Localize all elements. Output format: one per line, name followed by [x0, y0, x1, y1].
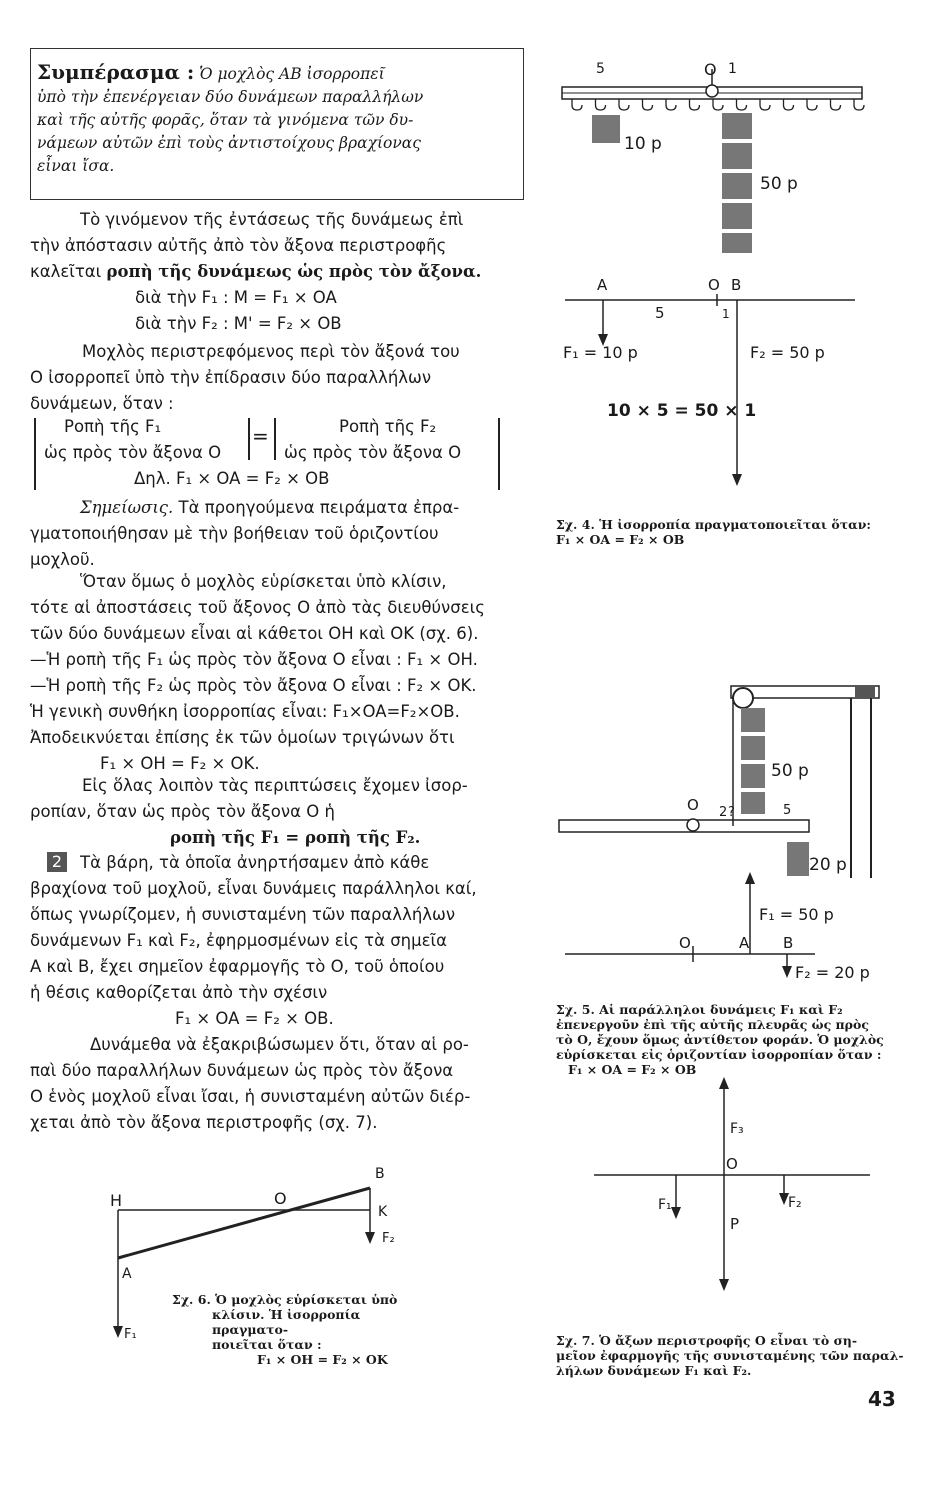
text-line: τότε αἱ ἀποστάσεις τοῦ ἄξονος Ο ἀπὸ τὰς διευθύνσεις: [30, 598, 485, 617]
page-number: 43: [868, 1387, 896, 1411]
figure-4-apparatus: [558, 55, 878, 255]
hook: [572, 99, 582, 110]
text-line: Ὅταν ὅμως ὁ μοχλὸς εὑρίσκεται ὑπὸ κλίσιν,: [80, 572, 447, 591]
hook: [807, 99, 817, 110]
caption-line: μεῖον ἐφαρμογῆς τῆς συνισταμένης τῶν παραλ-: [556, 1348, 904, 1363]
label-10p: 10 p: [624, 134, 662, 154]
weight-block: [722, 203, 752, 229]
force-f1-arrow: [113, 1326, 123, 1338]
moment-equality-bold: ροπὴ τῆς F₁ = ροπὴ τῆς F₂.: [170, 828, 421, 847]
moment-left-2: ὡς πρὸς τὸν ἄξονα Ο: [44, 443, 222, 462]
label-50p: 50 p: [760, 174, 798, 194]
product-equation: 10 × 5 = 50 × 1: [607, 401, 757, 421]
moment-equality: [34, 414, 504, 492]
caption-line: Σχ. 7. Ὁ ἄξων περιστροφῆς Ο εἶναι τὸ ση-: [556, 1333, 858, 1348]
conclusion-line: καὶ τῆς αὐτῆς φορᾶς, ὅταν τὰ γινόμενα τῶν δυ-: [37, 111, 414, 129]
weight-block: [741, 736, 765, 760]
force-f2-arrow: [782, 966, 792, 978]
conclusion-title: Συμπέρασμα :: [37, 60, 195, 84]
label-f2: F₂ = 50 p: [750, 343, 825, 362]
text-line: —Ἡ ροπὴ τῆς F₂ ὡς πρὸς τὸν ἄξονα Ο εἶναι : F₂ × OK.: [30, 676, 477, 695]
label-f1: F₁: [658, 1197, 672, 1213]
caption-line: F₁ × OH = F₂ × OK: [257, 1352, 388, 1367]
label-5: 5: [655, 304, 665, 322]
text-line: μοχλοῦ.: [30, 550, 95, 569]
caption-line: λήλων δυνάμεων F₁ καὶ F₂.: [556, 1363, 752, 1378]
label-f2: F₂: [382, 1231, 395, 1246]
force-f1-arrow: [745, 872, 755, 884]
moment-right-2: ὡς πρὸς τὸν ἄξονα Ο: [284, 443, 462, 462]
conclusion-line: νάμεων αὐτῶν ἐπὶ τοὺς ἀντιστοίχους βραχίονας: [37, 134, 421, 152]
text-line: ἡ θέσις καθορίζεται ἀπὸ τὴν σχέσιν: [30, 983, 328, 1002]
moment-left-1: Ροπὴ τῆς F₁: [64, 417, 162, 436]
weight-10p: [592, 115, 620, 143]
text-line: καλεῖται: [30, 262, 102, 281]
moment-line-3: Δηλ. F₁ × OA = F₂ × OB: [134, 469, 330, 488]
text-line: βραχίονα τοῦ μοχλοῦ, εἶναι δυνάμεις παράλληλοι καί,: [30, 879, 477, 898]
weight-block: [722, 233, 752, 253]
label-p: P: [730, 1215, 740, 1233]
figure-4-diagram: [555, 270, 885, 495]
caption-line: F₁ × OA = F₂ × OB: [556, 532, 685, 547]
caption-line: εὑρίσκεται εἰς ὁριζοντίαν ἰσορροπίαν ὅταν :: [556, 1047, 882, 1062]
equation-line: διὰ τὴν F₁ : M = F₁ × OA: [135, 288, 337, 307]
lever-bar: [559, 820, 809, 832]
text-line: Α καὶ Β, ἔχει σημεῖον ἐφαρμογῆς τὸ Ο, τοῦ ὁποίου: [30, 957, 445, 976]
text-line: ὅπως γνωρίζομεν, ἡ συνισταμένη τῶν παραλλήλων: [30, 905, 456, 924]
label-o2: O: [679, 934, 691, 952]
label-20p: 20 p: [809, 855, 847, 875]
label-f1: F₁ = 10 p: [563, 343, 638, 362]
label-a: A: [122, 1266, 132, 1282]
label-f1: F₁: [124, 1327, 137, 1342]
conclusion-line: εἶναι ἴσα.: [37, 157, 115, 175]
text-line: Ἡ γενικὴ συνθήκη ἰσορροπίας εἶναι: F₁×OA=F₂×OB.: [30, 702, 460, 721]
label-50p: 50 p: [771, 761, 809, 781]
text-line: Εἰς ὅλας λοιπὸν τὰς περιπτώσεις ἔχομεν ἰσορ-: [82, 776, 468, 795]
label-a: A: [739, 934, 750, 952]
hooks: [572, 99, 864, 110]
hook: [690, 99, 700, 110]
weight-block: [722, 173, 752, 199]
hook: [619, 99, 629, 110]
label-f3: F₃: [730, 1121, 744, 1137]
caption-line: F₁ × OA = F₂ × OB: [568, 1062, 697, 1077]
caption-line: τὸ Ο, ἔχουν ὅμως ἀντίθετον φοράν. Ὁ μοχλὸς: [556, 1032, 884, 1047]
weight-block: [722, 143, 752, 169]
text-line: χεται ἀπὸ τὸν ἄξονα περιστροφῆς (σχ. 7).: [30, 1113, 378, 1132]
hook: [643, 99, 653, 110]
text-line: Τὰ βάρη, τὰ ὁποῖα ἀνηρτήσαμεν ἀπὸ κάθε: [80, 853, 430, 872]
moment-right-1: Ροπὴ τῆς F₂: [339, 417, 437, 436]
force-f3-arrow: [719, 1077, 729, 1089]
label-o: O: [274, 1189, 287, 1208]
text-line: τῶν δύο δυνάμεων εἶναι αἱ κάθετοι ΟΗ καὶ ΟΚ (σχ. 6).: [30, 624, 479, 643]
pulley: [733, 688, 753, 708]
label-f2: F₂: [788, 1195, 802, 1211]
text-line: Τὸ γινόμενον τῆς ἐντάσεως τῆς δυνάμεως ἐπὶ: [80, 210, 464, 229]
pivot: [706, 85, 718, 97]
hook: [784, 99, 794, 110]
label-a: A: [597, 276, 608, 294]
text-line: F₁ × OH = F₂ × OK.: [100, 754, 260, 773]
label-1: 1: [722, 307, 730, 321]
label-f1: F₁ = 50 p: [759, 905, 834, 924]
hook: [713, 99, 723, 110]
caption-line: Σχ. 5. Αἱ παράλληλοι δυνάμεις F₁ καὶ F₂: [556, 1002, 843, 1017]
label-5: 5: [783, 803, 792, 818]
paragraph-inclined-lever: [30, 569, 525, 777]
text-line: Μοχλὸς περιστρεφόμενος περὶ τὸν ἄξονά του: [82, 342, 460, 361]
text-line: Ο ἑνὸς μοχλοῦ εἶναι ἴσαι, ἡ συνισταμένη αὐτῶν διέρ-: [30, 1087, 471, 1106]
caption-line: Σχ. 6. Ὁ μοχλὸς εὑρίσκεται ὑπὸ: [172, 1292, 398, 1307]
paragraph-general-case: [30, 773, 525, 851]
figure-5: [555, 678, 895, 988]
text-line: παὶ δύο παραλλήλων δυνάμεων ὡς πρὸς τὸν ἄξονα: [30, 1061, 454, 1080]
hook: [854, 99, 864, 110]
conclusion-line: ὑπὸ τὴν ἐπενέργειαν δύο δυνάμεων παραλλήλων: [37, 88, 424, 106]
weight-block: [741, 764, 765, 788]
pivot: [687, 819, 699, 831]
text-line: ροπίαν, ὅταν ὡς πρὸς τὸν ἄξονα Ο ἡ: [30, 802, 335, 821]
hook: [737, 99, 747, 110]
label-o: O: [704, 60, 717, 79]
caption-line: ἐπενεργοῦν ἐπὶ τῆς αὐτῆς πλευρᾶς ὡς πρὸς: [556, 1017, 869, 1032]
text-line: τὴν ἀπόστασιν αὐτῆς ἀπὸ τὸν ἄξονα περιστροφῆς: [30, 236, 447, 255]
force-f2-arrow: [732, 474, 742, 486]
weight-block: [741, 708, 765, 732]
text-line: Ἀποδεικνύεται ἐπίσης ἐκ τῶν ὁμοίων τριγώνων ὅτι: [30, 728, 455, 747]
hook: [831, 99, 841, 110]
label-b: B: [375, 1166, 385, 1182]
paragraph-section-2: [30, 850, 525, 1136]
caption-line: κλίσιν. Ἡ ἰσορροπία πραγματο-: [212, 1307, 361, 1337]
weight-block: [722, 113, 752, 139]
equation-line: διὰ τὴν F₂ : M' = F₂ × OB: [135, 314, 342, 333]
text-line: γματοποιήθησαν μὲ τὴν βοήθειαν τοῦ ὁριζοντίου: [30, 524, 439, 543]
label-o: O: [708, 276, 720, 294]
equation-line: F₁ × OA = F₂ × OB.: [175, 1009, 334, 1028]
weight-20p: [787, 842, 809, 876]
text-line: —Ἡ ροπὴ τῆς F₁ ὡς πρὸς τὸν ἄξονα Ο εἶναι : F₁ × OH.: [30, 650, 478, 669]
label-2: 2: [719, 805, 728, 820]
text-line: Δυνάμεθα νὰ ἐξακριβώσωμεν ὅτι, ὅταν αἱ ρο-: [90, 1035, 469, 1054]
label-f2: F₂ = 20 p: [795, 963, 870, 982]
label-b: B: [783, 934, 794, 952]
label-5: 5: [596, 61, 605, 77]
note-label: Σημείωσις.: [80, 498, 174, 517]
force-p-arrow: [719, 1279, 729, 1291]
caption-line: ποιεῖται ὅταν :: [212, 1337, 322, 1352]
caption-fig4: [556, 517, 906, 547]
moment-equals: =: [252, 424, 269, 448]
paragraph-equilibrium: [30, 339, 525, 417]
section-number: 2: [51, 852, 63, 871]
note-paragraph: [30, 495, 525, 573]
moment-equations: [135, 285, 342, 337]
inclined-lever: [118, 1188, 370, 1258]
conclusion-box: [30, 48, 524, 200]
label-b: B: [731, 276, 742, 294]
label-h: H: [110, 1191, 123, 1210]
frame-clamp: [855, 686, 875, 698]
label-q: ?: [728, 805, 735, 820]
caption-fig6: [172, 1292, 432, 1367]
caption-fig7: [556, 1333, 906, 1378]
weight-block: [741, 792, 765, 814]
caption-line: Σχ. 4. Ἡ ἰσορροπία πραγματοποιεῖται ὅταν:: [556, 517, 872, 532]
text-line: δυνάμενων F₁ καὶ F₂, ἐφηρμοσμένων εἰς τὰ σημεῖα: [30, 931, 447, 950]
figure-7: [580, 1075, 880, 1305]
moment-term: ροπὴ τῆς δυνάμεως ὡς πρὸς τὸν ἄξονα.: [106, 262, 482, 281]
label-o: O: [726, 1155, 738, 1173]
text-line: Τὰ προηγούμενα πειράματα ἐπρα-: [178, 498, 460, 517]
force-f2-arrow: [365, 1232, 375, 1244]
hook: [596, 99, 606, 110]
text-line: Ο ἰσορροπεῖ ὑπὸ τὴν ἐπίδρασιν δύο παραλλήλων: [30, 368, 432, 387]
conclusion-line: Ὁ μοχλὸς ΑΒ ἰσορροπεῖ: [199, 65, 385, 83]
hook: [666, 99, 676, 110]
label-o: O: [687, 796, 699, 814]
caption-fig5: [556, 1002, 896, 1077]
label-k: K: [378, 1204, 388, 1220]
hook: [760, 99, 770, 110]
paragraph-moment-definition: [30, 207, 525, 285]
text-line: δυνάμεων, ὅταν :: [30, 394, 174, 413]
force-f1-arrow: [671, 1207, 681, 1219]
label-1: 1: [728, 61, 737, 77]
